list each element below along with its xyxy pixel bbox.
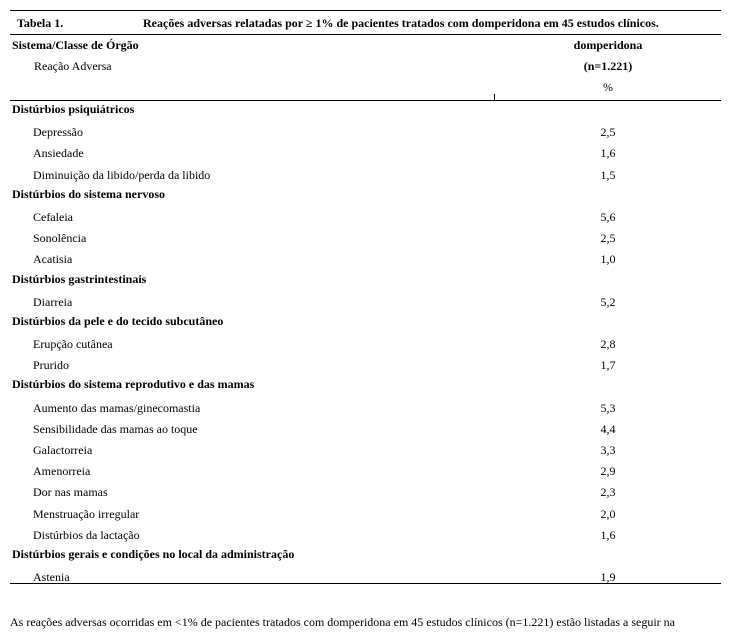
reaction-percent: 2,9	[600, 464, 616, 479]
table-row	[10, 248, 721, 269]
reaction-percent: 1,7	[600, 358, 616, 373]
reaction-percent: 5,2	[600, 294, 616, 309]
table-row	[10, 439, 721, 460]
table-body	[10, 100, 721, 587]
category-label: Distúrbios do sistema nervoso	[12, 186, 166, 201]
reaction-name: Cefaleia	[33, 209, 73, 224]
reaction-percent: 5,6	[600, 209, 616, 224]
reaction-name: Menstruação irregular	[33, 506, 140, 521]
table-row	[10, 206, 721, 227]
reaction-name: Sensibilidade das mamas ao toque	[33, 421, 198, 436]
reaction-name: Diarreia	[33, 294, 73, 309]
table-row	[10, 354, 721, 375]
table-row	[10, 503, 721, 524]
reaction-name: Prurido	[33, 358, 69, 373]
category-label: Distúrbios da pele e do tecido subcutâneo	[12, 313, 224, 328]
table-row	[10, 481, 721, 502]
table-row	[10, 291, 721, 312]
reaction-percent: 1,9	[600, 570, 616, 585]
header-percent-unit: %	[603, 80, 613, 94]
reaction-percent: 2,3	[600, 485, 616, 500]
header-sample-size: (n=1.221)	[583, 59, 633, 73]
reaction-percent: 1,6	[600, 527, 616, 542]
footnote-text: As reações adversas ocorridas em <1% de pacientes tratados com domperidona em 45 estudos clínicos (n=1.221) estão listadas a seguir na	[10, 615, 675, 629]
table-row	[10, 227, 721, 248]
table-bottom-rule	[10, 583, 721, 584]
reaction-name: Dor nas mamas	[33, 485, 108, 500]
table-row	[10, 524, 721, 545]
table-row	[10, 121, 721, 142]
reaction-percent: 1,6	[600, 146, 616, 161]
reaction-name: Distúrbios da lactação	[33, 527, 140, 542]
reaction-percent: 5,3	[600, 400, 616, 415]
reaction-name: Sonolência	[33, 231, 87, 246]
table-row	[10, 397, 721, 418]
reaction-percent: 1,5	[600, 167, 616, 182]
category-row	[10, 375, 721, 396]
reaction-percent: 2,5	[600, 125, 616, 140]
reaction-percent: 4,4	[600, 421, 616, 436]
category-label: Distúrbios psiquiátricos	[12, 102, 135, 116]
category-label: Distúrbios gastrintestinais	[12, 271, 147, 286]
reaction-name: Aumento das mamas/ginecomastia	[33, 400, 201, 415]
table-row	[10, 164, 721, 185]
category-row	[10, 270, 721, 291]
category-row	[10, 100, 721, 121]
table-row	[10, 142, 721, 163]
header-adverse-reaction: Reação Adversa	[34, 59, 112, 73]
reaction-name: Amenorreia	[33, 464, 91, 479]
category-row	[10, 545, 721, 566]
table-row	[10, 566, 721, 587]
table-label: Tabela 1.	[17, 16, 64, 30]
reaction-name: Diminuição da libido/perda da libido	[33, 167, 211, 182]
category-row	[10, 312, 721, 333]
header-drug-name: domperidona	[573, 38, 643, 52]
table-row	[10, 460, 721, 481]
table-caption	[10, 10, 721, 35]
table-row	[10, 333, 721, 354]
reaction-name: Galactorreia	[33, 443, 93, 457]
table-title: Reações adversas relatadas por ≥ 1% de pacientes tratados com domperidona em 45 estudos clínicos.	[143, 16, 659, 30]
category-row	[10, 185, 721, 206]
table-row	[10, 418, 721, 439]
reaction-name: Ansiedade	[33, 146, 84, 161]
category-label: Distúrbios do sistema reprodutivo e das mamas	[12, 377, 255, 392]
category-label: Distúrbios gerais e condições no local da administração	[12, 546, 295, 561]
reaction-name: Astenia	[33, 570, 70, 585]
reaction-percent: 2,5	[600, 231, 616, 246]
reaction-name: Depressão	[33, 125, 83, 140]
reaction-name: Erupção cutânea	[33, 337, 113, 352]
reaction-percent: 2,0	[600, 506, 616, 521]
header-system-organ-class: Sistema/Classe de Órgão	[12, 38, 139, 52]
reaction-percent: 2,8	[600, 337, 616, 352]
reaction-percent: 1,0	[600, 252, 616, 267]
reaction-name: Acatisia	[33, 252, 73, 267]
reaction-percent: 3,3	[600, 443, 616, 457]
